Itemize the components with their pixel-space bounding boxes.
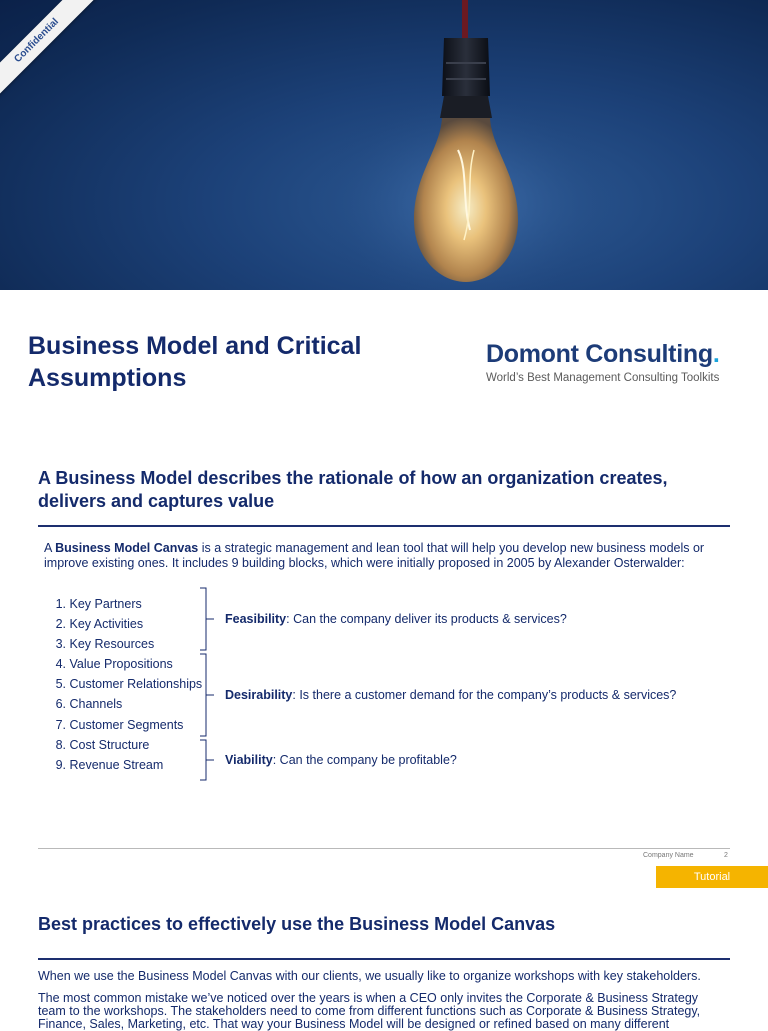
footer-company-name: Company Name	[643, 852, 694, 859]
logo-name-text: Domont Consulting	[486, 340, 713, 368]
heading-divider	[38, 958, 730, 960]
list-item-label: Revenue Stream	[69, 757, 164, 772]
criterion-term: Desirability	[225, 688, 293, 702]
criterion-term: Viability	[225, 753, 273, 767]
slide2-heading: A Business Model describes the rationale of how an organization creates, delivers and captures value	[38, 468, 668, 511]
criterion-text: : Can the company be profitable?	[272, 753, 457, 767]
criterion-term: Feasibility	[225, 612, 287, 626]
paragraph: The most common mistake we’ve noticed over the years is when a CEO only invites the Corporate & Business Strategy team to the workshops. The stakeholders need to come from different functions such as Corporate & Business Strategy, Finance, Sales, Marketing, etc. That way your Business Model will be designed or refined based on many different	[38, 991, 701, 1031]
list-item-number: 6.	[55, 697, 66, 712]
list-item-label: Key Partners	[69, 597, 142, 611]
list-item-number: 5.	[55, 677, 66, 692]
list-item-number: 7.	[55, 717, 66, 732]
document-title: Business Model and Critical Assumptions	[28, 332, 362, 392]
light-bulb-icon	[0, 0, 768, 290]
list-item	[44, 674, 202, 694]
list-item-label: Key Activities	[69, 617, 144, 632]
criterion-viability	[225, 753, 457, 767]
tutorial-tab: Tutorial	[656, 866, 768, 888]
footer-page-number: 2	[724, 852, 728, 859]
logo-tagline: World’s Best Management Consulting Toolkits	[486, 372, 720, 384]
logo-name	[486, 340, 746, 369]
intro-rest: is a strategic management and lean tool that will help you develop new business models or improve existing ones. It includes 9 building blocks, which were initially proposed in 2005 by Alexander Osterwalder:	[44, 541, 705, 570]
company-logo	[486, 340, 746, 384]
intro-prefix: A	[44, 541, 56, 555]
feasibility-bracket	[200, 588, 214, 650]
list-item	[44, 735, 202, 755]
heading-divider	[38, 525, 730, 527]
list-item-label: Customer Relationships	[69, 677, 203, 692]
list-item-label: Key Resources	[69, 637, 155, 652]
list-item-label: Cost Structure	[69, 737, 150, 752]
list-item	[44, 614, 202, 634]
list-item-label: Customer Segments	[69, 717, 184, 732]
hero-image	[0, 0, 768, 290]
intro-bold-term: Business Model Canvas	[55, 541, 199, 555]
list-item-number: 1.	[55, 597, 66, 611]
list-item-number: 9.	[55, 757, 66, 772]
desirability-bracket	[200, 654, 214, 736]
slide3-heading: Best practices to effectively use the Business Model Canvas	[38, 914, 556, 934]
building-blocks-list	[44, 594, 202, 775]
criterion-desirability	[225, 688, 676, 702]
list-item	[44, 594, 202, 614]
intro-paragraph	[44, 541, 734, 571]
confidential-ribbon: Confidential	[0, 0, 112, 116]
list-item-label: Value Propositions	[69, 657, 173, 672]
list-item-number: 3.	[55, 637, 66, 652]
list-item	[44, 715, 202, 735]
list-item	[44, 755, 202, 775]
criterion-text: : Is there a customer demand for the company’s products & services?	[292, 688, 677, 702]
paragraph: When we use the Business Model Canvas with our clients, we usually like to organize workshops with key stakeholders.	[38, 969, 701, 983]
grouping-brackets	[196, 586, 222, 786]
list-item-number: 2.	[55, 617, 66, 632]
viability-bracket	[200, 740, 214, 780]
footer-divider	[38, 848, 730, 849]
list-item-label: Channels	[69, 697, 123, 712]
list-item-number: 4.	[55, 657, 66, 672]
list-item	[44, 694, 202, 714]
logo-dot: .	[712, 340, 720, 368]
list-item-number: 8.	[55, 737, 66, 752]
criterion-feasibility	[225, 612, 567, 626]
criterion-text: : Can the company deliver its products & services?	[286, 612, 567, 626]
list-item	[44, 634, 202, 654]
list-item	[44, 654, 202, 674]
